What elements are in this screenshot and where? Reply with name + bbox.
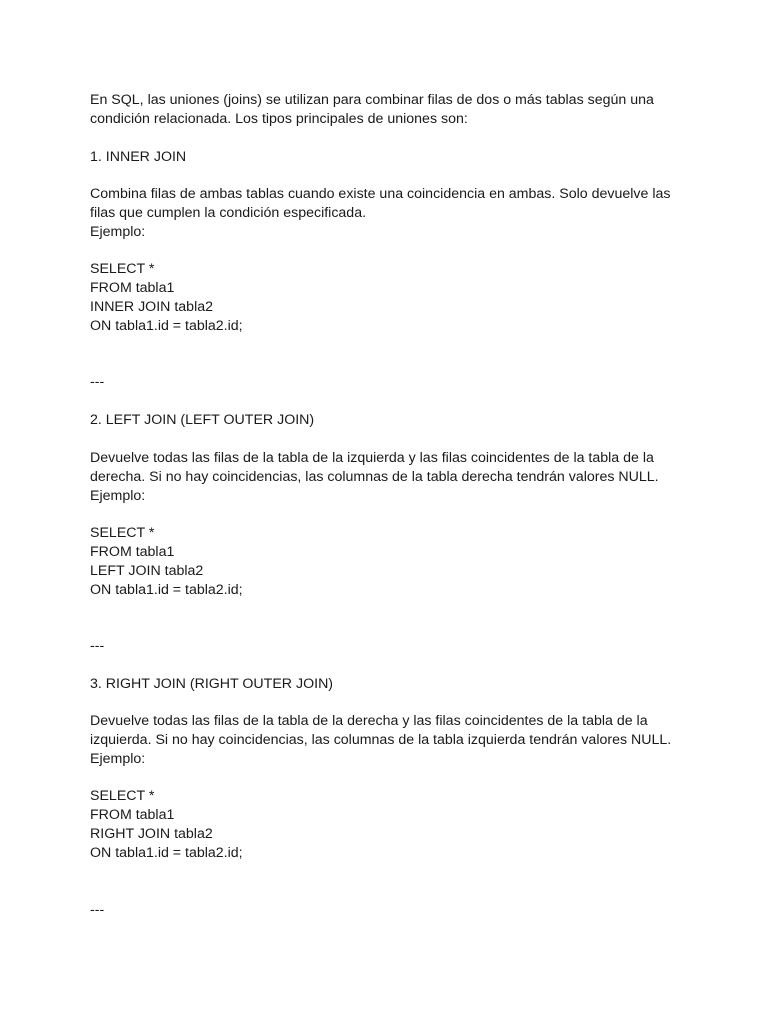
example-label: Ejemplo:: [90, 488, 146, 504]
section-separator: ---: [90, 902, 105, 918]
section-heading: 3. RIGHT JOIN (RIGHT OUTER JOIN): [90, 676, 334, 692]
section-description-line: Devuelve todas las filas de la tabla de la derecha y las filas coincidentes de la tabla de la: [90, 713, 648, 729]
section-heading: 2. LEFT JOIN (LEFT OUTER JOIN): [90, 412, 315, 428]
code-line: FROM tabla1: [90, 280, 175, 296]
intro-line: En SQL, las uniones (joins) se utilizan para combinar filas de dos o más tablas según una: [90, 92, 654, 108]
section-heading: 1. INNER JOIN: [90, 149, 187, 165]
code-line: SELECT *: [90, 261, 155, 277]
section-separator: ---: [90, 374, 105, 390]
code-line: ON tabla1.id = tabla2.id;: [90, 318, 243, 334]
code-line: FROM tabla1: [90, 544, 175, 560]
section-description-line: Combina filas de ambas tablas cuando existe una coincidencia en ambas. Solo devuelve las: [90, 186, 671, 202]
code-line: ON tabla1.id = tabla2.id;: [90, 845, 243, 861]
code-line: ON tabla1.id = tabla2.id;: [90, 582, 243, 598]
intro-line: condición relacionada. Los tipos principales de uniones son:: [90, 111, 468, 127]
example-label: Ejemplo:: [90, 751, 146, 767]
section-separator: ---: [90, 638, 105, 654]
code-line: INNER JOIN tabla2: [90, 299, 213, 315]
code-line: RIGHT JOIN tabla2: [90, 826, 213, 842]
section-description-line: izquierda. Si no hay coincidencias, las columnas de la tabla izquierda tendrán valores NULL.: [90, 732, 672, 748]
code-line: LEFT JOIN tabla2: [90, 563, 204, 579]
code-line: SELECT *: [90, 525, 155, 541]
section-description-line: derecha. Si no hay coincidencias, las columnas de la tabla derecha tendrán valores NULL.: [90, 469, 659, 485]
code-line: FROM tabla1: [90, 807, 175, 823]
code-line: SELECT *: [90, 788, 155, 804]
section-description-line: filas que cumplen la condición especificada.: [90, 205, 367, 221]
section-description-line: Devuelve todas las filas de la tabla de la izquierda y las filas coincidentes de la tabla de la: [90, 450, 654, 466]
example-label: Ejemplo:: [90, 224, 146, 240]
